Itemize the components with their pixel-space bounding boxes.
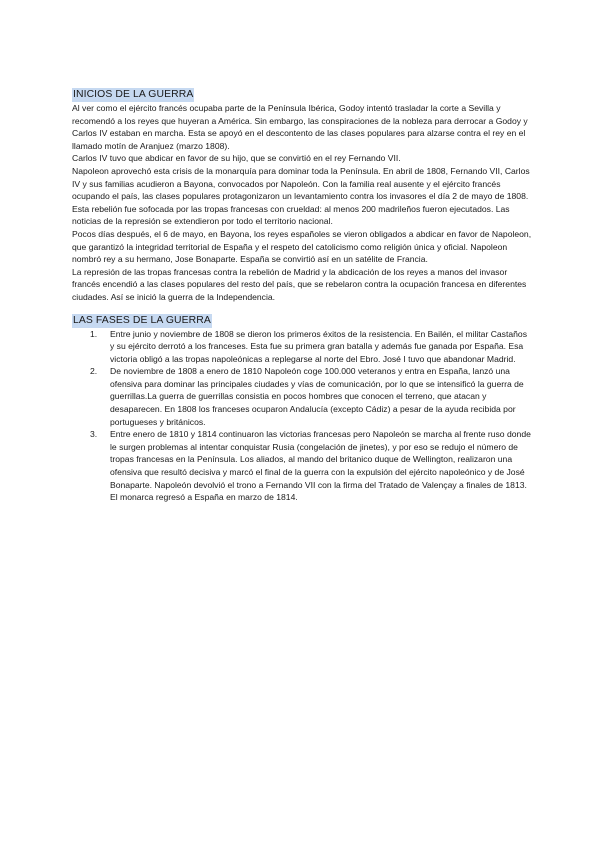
paragraph: Napoleon aprovechó esta crisis de la monarquía para dominar toda la Península. En abril de 1808, Fernando VII, Carlos IV y sus familias acudieron a Bayona, convocados por Napoleón. Con la familia real ausente y el ejército francés ocupando el país, las clases populares protagonizaron un levantamiento contra los invasores el día 2 de mayo de 1808. Esta rebelión fue sofocada por las tropas francesas con crueldad: al menos 200 madrileños fueron ejecutados. Las noticias de la represión se extendieron por todo el territorio nacional.	[72, 165, 530, 227]
list-item-text: Entre enero de 1810 y 1814 continuaron las victorias francesas pero Napoleón se marcha al frente ruso donde le surgen problemas al intentar conquistar Rusia (congelación de jinetes), y por eso se redujo el número de tropas francesas en la Península. Los aliados, al mando del britanico duque de Wellington, realizaron una ofensiva que resultó decisiva y marcó el final de la guerra con la expulsión del ejército napoleónico y de José Bonaparte. Napoleón devolvió el trono a Fernando VII con la firma del Tratado de Valençay a finales de 1813. El monarca regresó a España en marzo de 1814.	[110, 429, 531, 503]
list-item	[72, 428, 532, 504]
list-number: 1.	[90, 328, 98, 339]
phases-list	[72, 328, 532, 504]
paragraph: La represión de las tropas francesas contra la rebelión de Madrid y la abdicación de los reyes a manos del invasor francés encendió a las clases populares del resto del país, que se rebelaron contra la ocupación francesa en diferentes ciudades. Así se inició la guerra de la Independencia.	[72, 266, 527, 302]
paragraph: Al ver como el ejército francés ocupaba parte de la Península Ibérica, Godoy intentó trasladar la corte a Sevilla y recomendó a los reyes que huyeran a América. Sin embargo, las conspiraciones de la nobleza para derrocar a Godoy y Carlos IV estaban en marcha. Esta se apoyó en el descontento de las clases populares para alzarse contra el rey en el llamado motín de Aranjuez (marzo 1808).	[72, 103, 528, 151]
section-heading-inicios: INICIOS DE LA GUERRA	[73, 89, 194, 100]
paragraph: Carlos IV tuvo que abdicar en favor de su hijo, que se convirtió en el rey Fernando VII.	[72, 153, 401, 164]
paragraph: Pocos días después, el 6 de mayo, en Bayona, los reyes españoles se vieron obligados a abdicar en favor de Napoleon, que garantizó la integridad territorial de España y el respeto del catolicismo como religión única y oficial. Napoleon nombró rey a su hermano, Jose Bonaparte. España se convirtió así en un satélite de Francia.	[72, 228, 532, 265]
list-item	[72, 365, 532, 428]
list-number: 2.	[90, 366, 98, 377]
list-item	[72, 328, 532, 366]
list-item-text: Entre junio y noviembre de 1808 se dieron los primeros éxitos de la resistencia. En Bailén, el militar Castaños y su ejército derrotó a los franceses. Esta fue su primera gran batalla y además fue ganada por España. Esa victoria obligó a las tropas napoleónicas a replegarse al norte del Ebro. José I tuvo que abandonar Madrid.	[110, 328, 528, 364]
list-item-text: De noviembre de 1808 a enero de 1810 Napoleón coge 100.000 veteranos y entra en España, lanzó una ofensiva para dominar las principales ciudades y vías de comunicación, por lo que se intensificó la guerra de guerrillas.La guerra de guerrillas consistia en pocos hombres que conocen el terreno, que atacan y desaparecen. En 1808 los franceses ocuparon Andalucía (excepto Cádiz) a pesar de la ayuda recibida por portugueses y británicos.	[110, 366, 524, 427]
section-heading-fases: LAS FASES DE LA GUERRA	[73, 314, 211, 326]
list-number: 3.	[90, 429, 98, 440]
document-body	[72, 84, 532, 504]
